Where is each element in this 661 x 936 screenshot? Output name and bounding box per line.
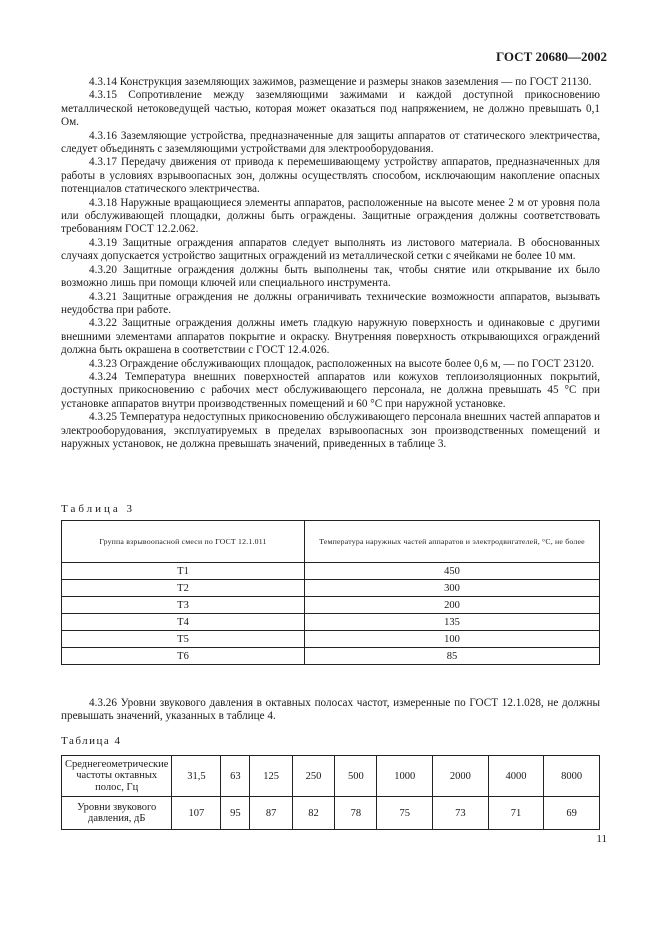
table-cell-temp: 85: [305, 648, 600, 665]
table-4-level-row: [62, 797, 600, 830]
table-row: [62, 614, 600, 631]
table-cell-level: 87: [250, 797, 292, 830]
paragraph-4-3-22: 4.3.22 Защитные ограждения должны иметь гладкую наружную поверхность и одинаковые с другими внешними элементами аппаратов покрытие и окраску. Внутренняя поверхность открывающихся ограждений должна быть окрашена в соответствии с ГОСТ 12.4.026.: [61, 317, 600, 357]
paragraph-4-3-14: 4.3.14 Конструкция заземляющих зажимов, размещение и размеры знаков заземления — по ГОСТ 21130.: [89, 76, 592, 88]
table-cell-temp: 200: [305, 597, 600, 614]
table-row: [62, 597, 600, 614]
document-code-header: ГОСТ 20680—2002: [495, 49, 607, 64]
table-cell-level: 82: [292, 797, 334, 830]
table-4-level-label: Уровни звукового давления, дБ: [62, 797, 172, 830]
table-cell-temp: 450: [305, 563, 600, 580]
table-cell-frequency: 250: [292, 756, 334, 797]
paragraph-4-3-19: 4.3.19 Защитные ограждения аппаратов следует выполнять из листового материала. В обоснованных случаях допускается устройство защитных ограждений из металлической сетки с ячейками не более 10 мм.: [61, 236, 600, 263]
table-3: [61, 520, 600, 665]
table-3-header-row: [62, 521, 600, 563]
table-cell-group: Т4: [62, 614, 305, 631]
paragraph-4-3-17: 4.3.17 Передачу движения от привода к перемешивающему устройству аппаратов, предназначенных для работы в условиях взрывоопасных зон, должны осуществлять способом, исключающим накопление опасных потенциалов статического электричества.: [61, 156, 600, 196]
table-cell-group: Т3: [62, 597, 305, 614]
paragraph-4-3-23: 4.3.23 Ограждение обслуживающих площадок, расположенных на высоте более 0,6 м, — по ГОСТ 23120.: [89, 357, 595, 370]
table-cell-frequency: 63: [221, 756, 250, 797]
table-cell-frequency: 125: [250, 756, 292, 797]
table-cell-frequency: 500: [335, 756, 377, 797]
table-3-caption: Таблица 3: [61, 503, 136, 515]
table-cell-temp: 135: [305, 614, 600, 631]
paragraph-4-3-15: 4.3.15 Сопротивление между заземляющими зажимами и каждой доступной прикосновению металлической нетоковедущей частью, которая может оказаться под напряжением, не должно превышать 0,1 Ом.: [61, 89, 600, 129]
table-3-header-temperature: Температура наружных частей аппаратов и электродвигателей, °С, не более: [305, 521, 600, 563]
table-4: [61, 755, 600, 830]
table-cell-frequency: 8000: [544, 756, 600, 797]
table-cell-frequency: 2000: [433, 756, 489, 797]
table-cell-group: Т1: [62, 563, 305, 580]
table-cell-group: Т2: [62, 580, 305, 597]
paragraph-4-3-26: 4.3.26 Уровни звукового давления в октавных полосах частот, измеренные по ГОСТ 12.1.028, не должны превышать значений, указанных в таблице 4.: [61, 697, 600, 723]
table-cell-level: 73: [433, 797, 489, 830]
table-cell-level: 95: [221, 797, 250, 830]
table-4-frequency-row: [62, 756, 600, 797]
paragraph-4-3-18: 4.3.18 Наружные вращающиеся элементы аппаратов, расположенные на высоте менее 2 м от уровня пола или обслуживающей площадки, должны быть ограждены. Защитные ограждения должны соответствовать требованиям ГОСТ 12.2.062.: [61, 196, 600, 236]
table-cell-temp: 100: [305, 631, 600, 648]
paragraph-4-3-24: 4.3.24 Температура внешних поверхностей аппаратов или кожухов теплоизоляционных покрытий, доступных прикосновению с рабочих мест обслуживающего персонала, не должна превышать 45 °С при установке аппаратов внутри производственных помещений и 60 °С при наружной установке.: [61, 370, 600, 410]
table-4-caption: Таблица 4: [61, 735, 122, 747]
table-row: [62, 563, 600, 580]
paragraph-4-3-16: 4.3.16 Заземляющие устройства, предназначенные для защиты аппаратов от статического электричества, следует объединять с заземляющими устройствами для электрооборудования.: [61, 129, 600, 156]
table-cell-frequency: 1000: [377, 756, 433, 797]
table-cell-group: Т5: [62, 631, 305, 648]
body-text: [61, 76, 600, 451]
paragraph-4-3-21: 4.3.21 Защитные ограждения не должны ограничивать технические возможности аппаратов, вызывать неудобства при работе.: [61, 290, 600, 316]
table-cell-level: 75: [377, 797, 433, 830]
table-cell-level: 69: [544, 797, 600, 830]
table-row: [62, 631, 600, 648]
table-row: [62, 648, 600, 665]
table-cell-frequency: 31,5: [172, 756, 221, 797]
table-4-frequency-label: Среднегеометрические частоты октавных полос, Гц: [62, 756, 172, 797]
table-cell-level: 78: [335, 797, 377, 830]
table-3-header-group: Группа взрывоопасной смеси по ГОСТ 12.1.011: [62, 521, 305, 563]
table-cell-level: 71: [488, 797, 544, 830]
table-cell-group: Т6: [62, 648, 305, 665]
table-cell-level: 107: [172, 797, 221, 830]
table-cell-frequency: 4000: [488, 756, 544, 797]
table-row: [62, 580, 600, 597]
paragraph-4-3-25: 4.3.25 Температура недоступных прикосновению обслуживающего персонала внешних частей аппаратов и электрооборудования, эксплуатируемых в пределах взрывоопасных зон производственных помещений и наружных установок, не должна превышать значений, приведенных в таблице 3.: [61, 411, 600, 450]
body-text-after-table: [61, 697, 600, 724]
paragraph-4-3-20: 4.3.20 Защитные ограждения должны быть выполнены так, чтобы снятие или открывание их было возможно лишь при помощи ключей или специального инструмента.: [61, 263, 600, 290]
page-number: 11: [596, 833, 607, 845]
table-cell-temp: 300: [305, 580, 600, 597]
